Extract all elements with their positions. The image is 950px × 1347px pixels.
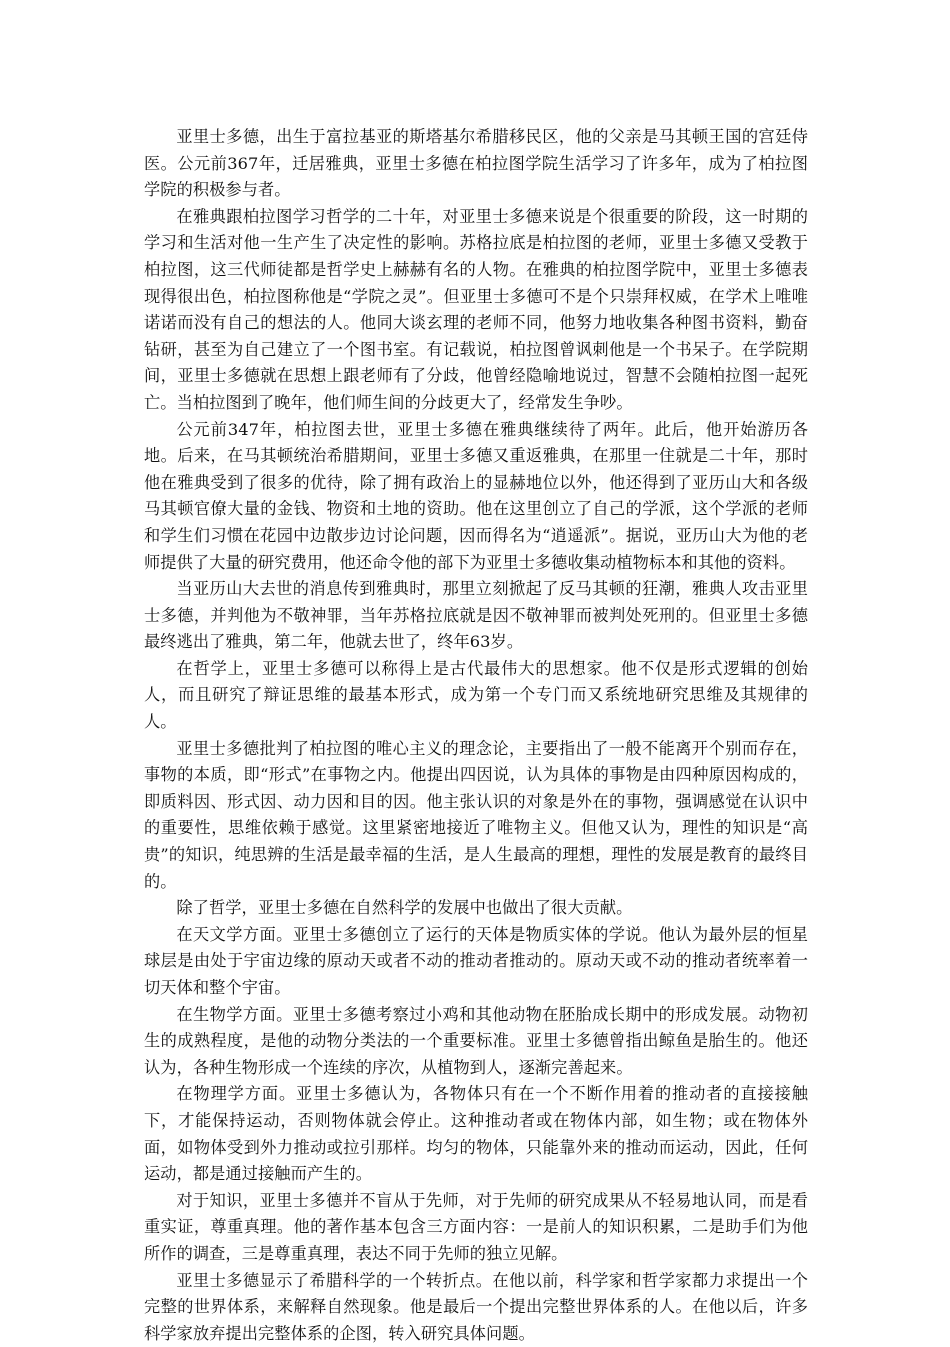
paragraph-knowledge: 对于知识，亚里士多德并不盲从于先师，对于先师的研究成果从不轻易地认同，而是看重实证，尊重真理。他的著作基本包含三方面内容：一是前人的知识积累，二是助手们为他所作的调查，三是尊重真理，表达不同于先师的独立见解。 <box>144 1190 808 1263</box>
paragraph-study-with-plato: 在雅典跟柏拉图学习哲学的二十年，对亚里士多德来说是个很重要的阶段，这一时期的学习和生活对他一生产生了决定性的影响。苏格拉底是柏拉图的老师，亚里士多德又受教于柏拉图，这三代师徒都是哲学史上赫赫有名的人物。在雅典的柏拉图学院中，亚里士多德表现得很出色，柏拉图称他是“学院之灵”。但亚里士多德可不是个只崇拜权威，在学术上唯唯诺诺而没有自己的想法的人。他同大谈玄理的老师不同，他努力地收集各种图书资料，勤奋钻研，甚至为自己建立了一个图书室。有记载说，柏拉图曾讽刺他是一个书呆子。在学院期间，亚里士多德就在思想上跟老师有了分歧，他曾经隐喻地说过，智慧不会随柏拉图一起死亡。当柏拉图到了晚年，他们师生间的分歧更大了，经常发生争吵。 <box>144 206 808 412</box>
article-body <box>144 124 808 1347</box>
paragraph-exile-and-death: 当亚历山大去世的消息传到雅典时，那里立刻掀起了反马其顿的狂潮，雅典人攻击亚里士多德，并判他为不敬神罪，当年苏格拉底就是因不敬神罪而被判处死刑的。但亚里士多德最终逃出了雅典，第二年，他就去世了，终年63岁。 <box>144 579 808 652</box>
paragraph-philosophy: 在哲学上，亚里士多德可以称得上是古代最伟大的思想家。他不仅是形式逻辑的创始人，而且研究了辩证思维的最基本形式，成为第一个专门而又系统地研究思维及其规律的人。 <box>144 658 808 732</box>
paragraph-birth: 亚里士多德，出生于富拉基亚的斯塔基尔希腊移民区，他的父亲是马其顿王国的宫廷侍医。公元前367年，迁居雅典，亚里士多德在柏拉图学院生活学习了许多年，成为了柏拉图学院的积极参与者。 <box>144 127 808 200</box>
paragraph-peripatetic-school: 公元前347年，柏拉图去世，亚里士多德在雅典继续待了两年。此后，他开始游历各地。后来，在马其顿统治希腊期间，亚里士多德又重返雅典，在那里一住就是二十年，那时他在雅典受到了很多的优待，除了拥有政治上的显赫地位以外，他还得到了亚历山大和各级马其顿官僚大量的金钱、物资和土地的资助。他在这里创立了自己的学派，这个学派的老师和学生们习惯在花园中边散步边讨论问题，因而得名为“逍遥派”。据说，亚历山大为他的老师提供了大量的研究费用，他还命令他的部下为亚里士多德收集动植物标本和其他的资料。 <box>144 419 808 572</box>
paragraph-astronomy: 在天文学方面。亚里士多德创立了运行的天体是物质实体的学说。他认为最外层的恒星球层是由处于宇宙边缘的原动天或者不动的推动者推动的。原动天或不动的推动者统率着一切天体和整个宇宙。 <box>144 924 808 997</box>
paragraph-natural-science: 除了哲学，亚里士多德在自然科学的发展中也做出了很大贡献。 <box>176 898 633 918</box>
paragraph-critique-of-plato: 亚里士多德批判了柏拉图的唯心主义的理念论，主要指出了一般不能离开个别而存在，事物的本质，即“形式”在事物之内。他提出四因说，认为具体的事物是由四种原因构成的，即质料因、形式因、动力因和目的因。他主张认识的对象是外在的事物，强调感觉在认识中的重要性，思维依赖于感觉。这里紧密地接近了唯物主义。但他又认为，理性的知识是“高贵”的知识，纯思辨的生活是最幸福的生活，是人生最高的理想，理性的发展是教育的最终目的。 <box>144 738 808 891</box>
paragraph-physics: 在物理学方面。亚里士多德认为，各物体只有在一个不断作用着的推动者的直接接触下，才能保持运动，否则物体就会停止。这种推动者或在物体内部，如生物；或在物体外面，如物体受到外力推动或拉引那样。均匀的物体，只能靠外来的推动而运动，因此，任何运动，都是通过接触而产生的。 <box>144 1084 808 1184</box>
paragraph-turning-point: 亚里士多德显示了希腊科学的一个转折点。在他以前，科学家和哲学家都力求提出一个完整的世界体系，来解释自然现象。他是最后一个提出完整世界体系的人。在他以后，许多科学家放弃提出完整体系的企图，转入研究具体问题。 <box>144 1270 808 1343</box>
paragraph-biology: 在生物学方面。亚里士多德考察过小鸡和其他动物在胚胎成长期中的形成发展。动物初生的成熟程度，是他的动物分类法的一个重要标准。亚里士多德曾指出鲸鱼是胎生的。他还认为，各种生物形成一个连续的序次，从植物到人，逐渐完善起来。 <box>144 1004 808 1077</box>
